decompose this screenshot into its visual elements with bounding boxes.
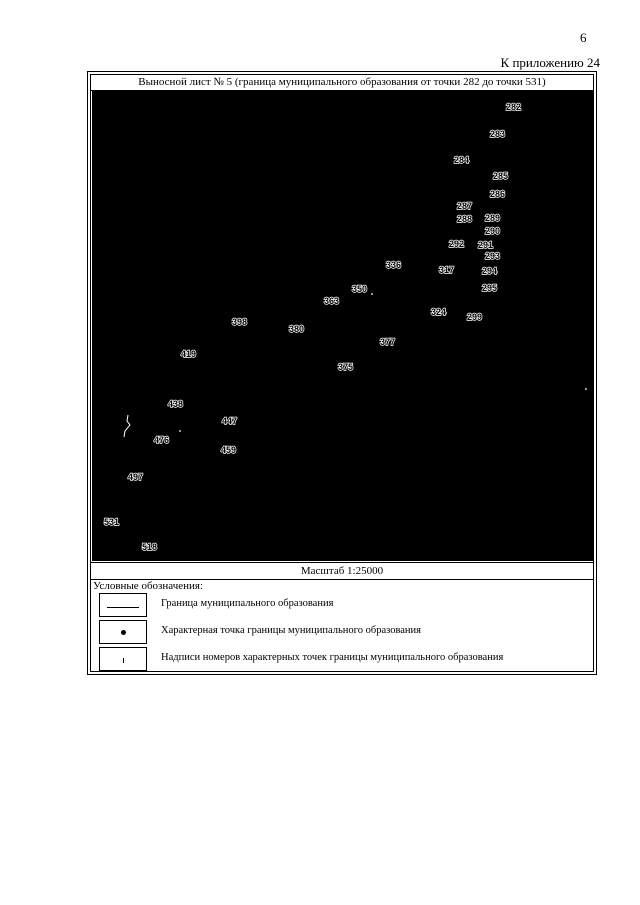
boundary-point-label-324: 324 xyxy=(431,307,447,317)
boundary-point-label-531: 531 xyxy=(104,517,120,527)
boundary-point-label-419: 419 xyxy=(181,349,197,359)
legend-row-line xyxy=(99,593,589,619)
boundary-point-label-284: 284 xyxy=(454,155,470,165)
boundary-point-label-287: 287 xyxy=(457,201,473,211)
legend-row-dot xyxy=(99,620,589,646)
boundary-point-label-285: 285 xyxy=(493,171,509,181)
map-area[interactable] xyxy=(92,91,594,561)
boundary-point-marker xyxy=(371,293,373,295)
sheet-title: Выносной лист № 5 (граница муниципального образования от точки 282 до точки 531) xyxy=(91,75,593,91)
legend-line-symbol xyxy=(99,593,147,617)
boundary-point-label-289: 289 xyxy=(485,213,501,223)
boundary-point-label-363: 363 xyxy=(324,296,340,306)
map-svg xyxy=(92,91,594,561)
scale-label: Масштаб 1:25000 xyxy=(91,562,593,580)
boundary-point-label-375: 375 xyxy=(338,362,354,372)
sheet-frame xyxy=(87,71,597,675)
boundary-point-label-282: 282 xyxy=(506,102,522,112)
boundary-point-label-336: 336 xyxy=(386,260,402,270)
boundary-point-label-286: 286 xyxy=(490,189,506,199)
boundary-point-label-295: 295 xyxy=(482,283,498,293)
legend-text-point: Характерная точка границы муниципального образования xyxy=(161,625,421,636)
legend-text-boundary: Граница муниципального образования xyxy=(161,598,334,609)
boundary-point-label-476: 476 xyxy=(154,435,170,445)
appendix-label: К приложению 24 xyxy=(500,55,600,70)
boundary-point-marker xyxy=(585,388,587,390)
boundary-point-label-299: 299 xyxy=(467,312,483,322)
boundary-point-label-380: 380 xyxy=(289,324,305,334)
boundary-point-label-293: 293 xyxy=(485,251,501,261)
boundary-point-label-438: 438 xyxy=(168,399,184,409)
boundary-point-label-350: 350 xyxy=(352,284,368,294)
legend-dot-symbol xyxy=(99,620,147,644)
boundary-point-label-398: 398 xyxy=(232,317,248,327)
legend-row-tick xyxy=(99,647,589,673)
boundary-point-label-291: 291 xyxy=(478,240,494,250)
boundary-point-label-292: 292 xyxy=(449,239,465,249)
boundary-point-label-317: 317 xyxy=(439,265,455,275)
legend-title: Условные обозначения: xyxy=(93,580,204,592)
boundary-point-marker xyxy=(179,430,181,432)
legend-tick-symbol xyxy=(99,647,147,671)
boundary-point-label-290: 290 xyxy=(485,226,501,236)
boundary-point-label-294: 294 xyxy=(482,266,498,276)
boundary-point-label-459: 459 xyxy=(221,445,237,455)
boundary-point-label-497: 497 xyxy=(128,472,144,482)
boundary-point-label-283: 283 xyxy=(490,129,506,139)
boundary-line-segment xyxy=(124,415,130,437)
page-number: 6 xyxy=(580,30,587,45)
boundary-point-label-518: 518 xyxy=(142,542,158,552)
sheet-frame-inner xyxy=(90,74,594,672)
boundary-point-label-288: 288 xyxy=(457,214,473,224)
legend-text-labels: Надписи номеров характерных точек границы муниципального образования xyxy=(161,652,504,663)
boundary-point-label-447: 447 xyxy=(222,416,238,426)
boundary-point-label-377: 377 xyxy=(380,337,396,347)
